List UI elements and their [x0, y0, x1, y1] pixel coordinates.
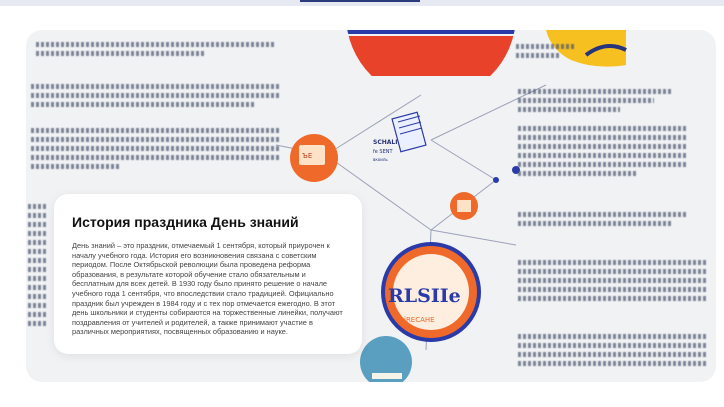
blurred-text-block [518, 256, 708, 305]
blurred-text-block [518, 330, 708, 370]
blurred-text-block [518, 122, 688, 180]
blurred-text-block [36, 38, 276, 60]
card-title: История праздника День знаний [72, 214, 299, 230]
blurred-text-block [516, 40, 666, 62]
info-card [54, 194, 362, 354]
globe-icon [336, 30, 536, 76]
blurred-text-block [518, 85, 688, 116]
svg-text:RLSIIe: RLSIIe [388, 285, 461, 307]
blurred-text-block [28, 200, 48, 330]
blurred-text-block [31, 80, 281, 111]
top-accent-line [300, 0, 420, 2]
svg-text:fe SENT: fe SENT [373, 149, 393, 155]
svg-text:SCHALI: SCHALI [373, 139, 398, 146]
node-dot [493, 177, 499, 183]
blurred-text-block [31, 124, 281, 173]
svg-text:jRECAHE: jRECAHE [404, 316, 435, 324]
svg-text:ЪЕ: ЪЕ [302, 152, 313, 160]
blurred-text-block [518, 208, 688, 230]
card-text: День знаний – это праздник, отмечаемый 1 сентября, который приурочен к началу учебного года. История его возникновения связана с советским периодом. После Октябрьской революции была проведена реформа образования, в результате которой обучение стало обязательным и бесплатным для всех детей. В 1930 году было принято решение о начале учебного года 1 сентября, что впоследствии стало традицией. Официально праздник был учрежден в 1984 году и с тех пор отмечается ежегодно. В этот день школьники и студенты собираются на торжественные линейки, получают поздравления от учителей и родителей, а также принимают участие в различных мероприятиях, посвященных образованию и науке. [72, 241, 343, 337]
svg-text:вкоиль: вкоиль [373, 157, 388, 162]
